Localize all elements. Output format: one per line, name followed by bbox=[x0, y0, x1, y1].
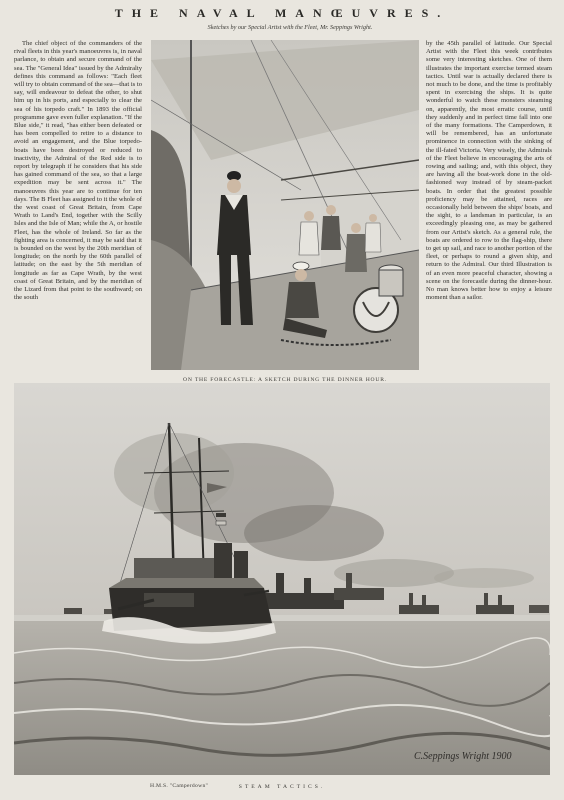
forecastle-caption: ON THE FORECASTLE: A SKETCH DURING THE DINNER HOUR. bbox=[183, 377, 387, 383]
right-column-paragraph: by the 45th parallel of latitude. Our Special Artist with the Fleet this week contributes some very interesting sketches. One of them illustrates the important exercise termed steam tactics. Until war is actually declared there is not much to be done, and the time is profitably spent in exercising the ships. It is quite wonderful to watch these monsters steaming on, apparently, the most erratic course, until they suddenly and in perfect time fall into one of the many formations. The Camperdown, it will be remembered, has an unfortunate prominence in connection with the sinking of the ill-fated Victoria. Very wisely, the Admirals of the Fleet believe in encouraging the arts of rowing and sailing; and, with this object, they are having all the boat-work done in the old-fashioned way instead of by steam-packet boats. In order that the greatest possible proficiency may be attained, races are occasionally held between the ships' boats, and the sight, to a landsman in particular, is an exceedingly pleasing one, as may be gathered from our Artist's sketch. As a general rule, the boats are ordered to row to the flag-ship, there to get up sail, and race to another portion of the fleet, or perhaps to round a given ship, and return to the Admiral. Our third Illustration is of an even more peaceful character, showing a scene on the forecastle during the dinner-hour. No man knows better how to enjoy a leisure moment than a sailor. bbox=[426, 40, 552, 302]
forecastle-engraving bbox=[151, 40, 419, 370]
steam-tactics-illustration bbox=[14, 383, 550, 775]
left-column-paragraph: The chief object of the commanders of the rival fleets in this year's manoeuvres is, in naval parlance, to obtain and secure command of the sea. The "General Idea" issued by the Admiralty defines this command as follows: "Each fleet will try to obtain command of the sea—that is to say, will endeavour to defeat the other, to shut him up in his ports, and especially to clear the sea of his torpedo craft." In 1893 the official programme gave even fuller explanation. "If the Blue side," it read, "has either been defeated or has been compelled to retire to a distance to avoid an engagement, and the Blue torpedo-boats have been destroyed or reduced to inactivity, the Admiral of the Red side is to report by telegraph if he considers that his side has gained command of the sea, so that a large expedition may be sent across it." The manoeuvres this year are to continue for ten days. The B Fleet has assigned to it the whole of the west coast of Great Britain, from Cape Wrath to Land's End, together with the Scilly Isles and the Isle of Man; while the A, or hostile Fleet, has the whole of Ireland. So far as the fighting area is concerned, it may be said that it is bounded on the west by the 20th meridian of longitude; on the north by the 60th parallel of latitude; on the east by the 5th meridian of longitude as far as Cape Wrath, by the west coast of Great Britain, and by the meridian of the Lizard from that point to the southward; on the south bbox=[14, 40, 142, 302]
camperdown-label: H.M.S. "Camperdown" bbox=[150, 783, 209, 789]
artist-signature: C.Seppings Wright 1900 bbox=[414, 751, 512, 762]
steam-tactics-caption: STEAM TACTICS. bbox=[238, 784, 326, 790]
steam-tactics-engraving bbox=[14, 383, 550, 775]
forecastle-illustration bbox=[151, 40, 419, 370]
left-text-column bbox=[14, 40, 142, 368]
right-text-column bbox=[426, 40, 552, 368]
page-subtitle: Sketches by our Special Artist with the Fleet, Mr. Seppings Wright. bbox=[207, 24, 373, 31]
page-title: THE NAVAL MANŒUVRES. bbox=[114, 6, 450, 20]
